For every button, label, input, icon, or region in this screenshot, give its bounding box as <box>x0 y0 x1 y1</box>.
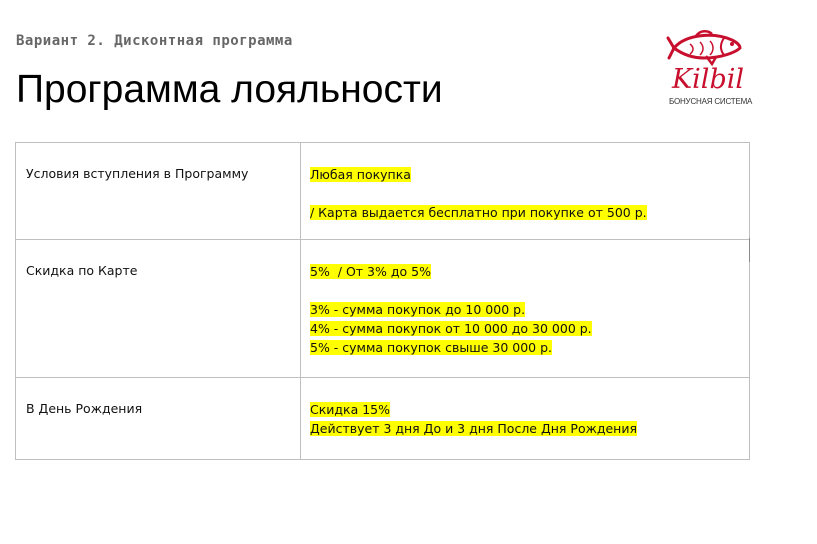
row-value-cell <box>301 378 750 460</box>
highlighted-text: Любая покупка <box>310 167 411 182</box>
highlighted-text: Скидка 15% <box>310 402 391 417</box>
row-value-cell <box>301 143 750 240</box>
highlighted-text: 3% - сумма покупок до 10 000 р. <box>310 302 526 317</box>
table-row <box>16 378 750 460</box>
loyalty-program-table <box>15 142 750 460</box>
row-label-cell <box>16 240 301 378</box>
fish-logo-icon <box>666 28 756 98</box>
highlighted-text: / Карта выдается бесплатно при покупке от 500 р. <box>310 205 647 220</box>
table-row <box>16 240 750 378</box>
highlighted-text: 5% / От 3% до 5% <box>310 264 431 279</box>
logo-tagline: БОНУСНАЯ СИСТЕМА <box>669 97 753 106</box>
row-label: В День Рождения <box>26 401 143 416</box>
table-resize-marker <box>749 238 750 262</box>
logo-brand-text: Kilbil <box>672 64 744 95</box>
document-subtitle: Вариант 2. Дисконтная программа <box>16 33 293 49</box>
row-value-cell <box>301 240 750 378</box>
row-label-cell <box>16 143 301 240</box>
highlighted-text: 5% - сумма покупок свыше 30 000 р. <box>310 340 552 355</box>
table-row <box>16 143 750 240</box>
highlighted-text: Действует 3 дня До и 3 дня После Дня Рождения <box>310 421 637 436</box>
row-label-cell <box>16 378 301 460</box>
row-label: Скидка по Карте <box>26 263 138 278</box>
page-title: Программа лояльности <box>16 68 443 111</box>
highlighted-text: 4% - сумма покупок от 10 000 до 30 000 р. <box>310 321 592 336</box>
row-label: Условия вступления в Программу <box>26 166 249 181</box>
